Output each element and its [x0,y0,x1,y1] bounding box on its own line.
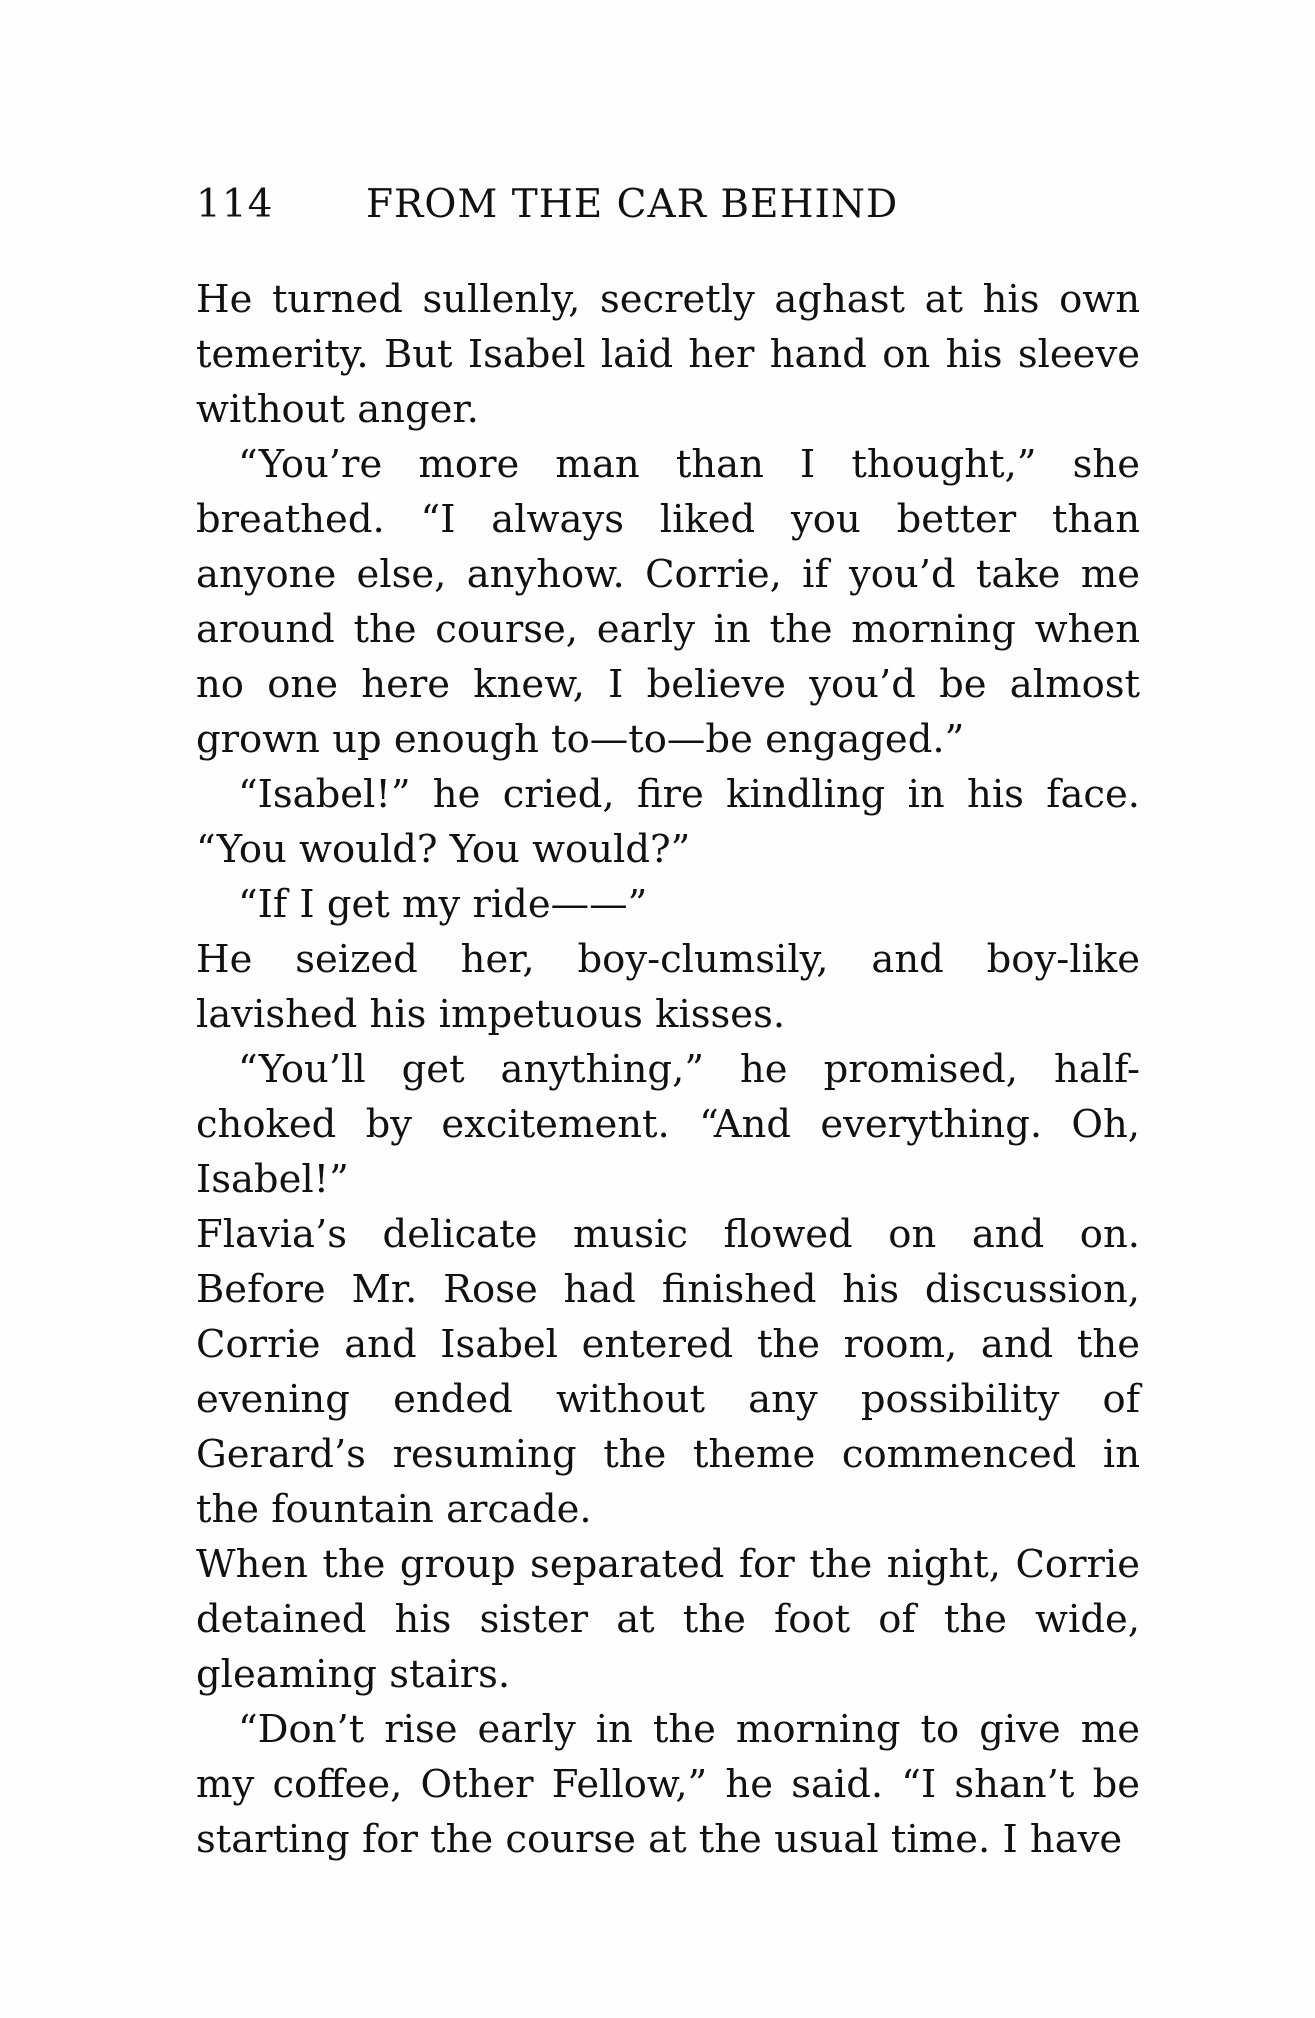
paragraph: “You’re more man than I thought,” she breathed. “I always liked you better than anyone else, anyhow. Corrie, if you’d take me around the course, early in the morning when no one here knew, I believe you’d be almost grown up enough to—to—be engaged.” [196,442,1140,762]
page-header [196,182,1136,242]
paragraph: He seized her, boy-clumsily, and boy-like lavished his impetuous kisses. [196,937,1140,1037]
paragraph: “You’ll get anything,” he promised, half-choked by excitement. “And everything. Oh, Isabel!” [196,1047,1140,1202]
paragraph: “If I get my ride——” [238,882,648,927]
paragraph: Flavia’s delicate music flowed on and on. Before Mr. Rose had finished his discussion, Corrie and Isabel entered the room, and the evening ended without any possibility of Gerard’s resuming the theme commenced in the fountain arcade. [196,1212,1140,1532]
page-number: 114 [196,182,274,227]
paragraph: “Don’t rise early in the morning to give me my coffee, Other Fellow,” he said. “I shan’t be starting for the course at the usual time. I have [196,1707,1140,1862]
paragraph: He turned sullenly, secretly aghast at his own temerity. But Isabel laid her hand on his sleeve without anger. [196,277,1140,432]
body-text [196,272,1140,1867]
paragraph: “Isabel!” he cried, fire kindling in his face. “You would? You would?” [196,772,1140,872]
running-title: FROM THE CAR BEHIND [366,182,899,227]
paragraph: When the group separated for the night, Corrie detained his sister at the foot of the wide, gleaming stairs. [196,1542,1140,1697]
